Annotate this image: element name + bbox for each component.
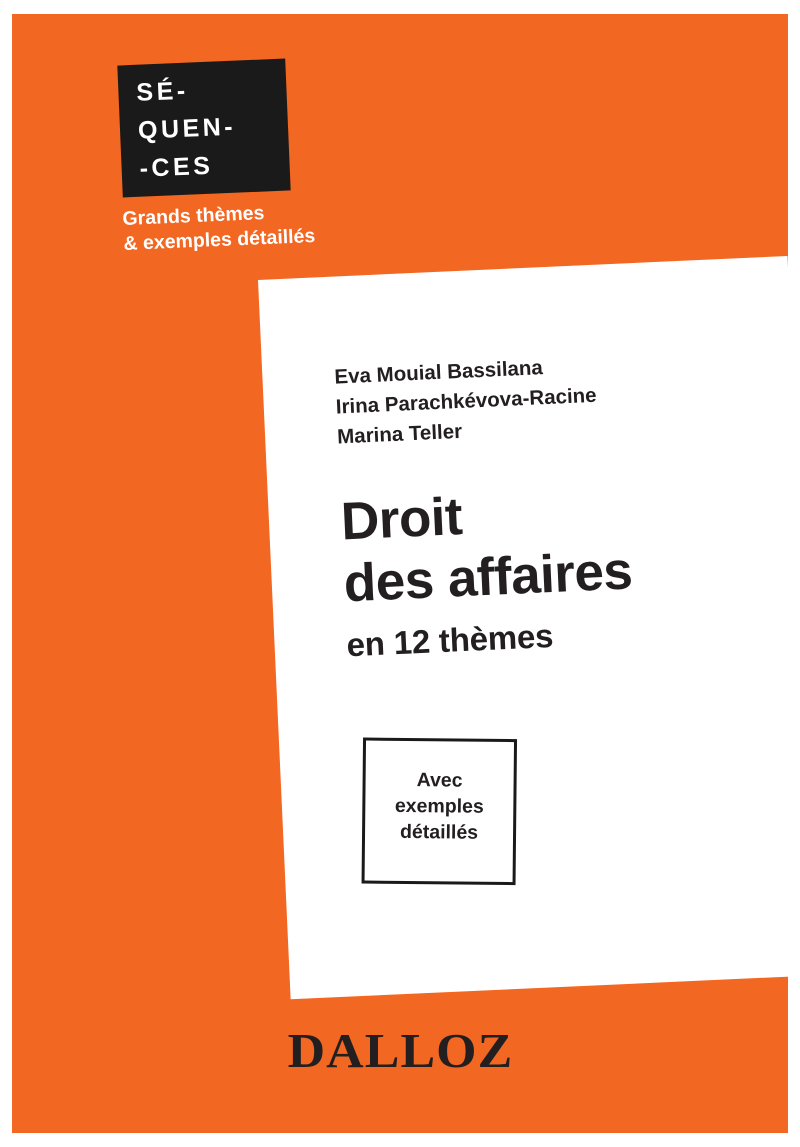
collection-tagline-line-2: & exemples détaillés xyxy=(123,224,316,255)
publisher-name: DALLOZ xyxy=(287,1023,513,1078)
author-name: Marina Teller xyxy=(336,419,463,449)
book-title-line-1: Droit xyxy=(339,487,464,552)
collection-logo-line-3: -CES xyxy=(139,151,214,183)
examples-badge-text xyxy=(365,767,514,847)
publisher-logo xyxy=(0,1022,800,1079)
collection-logo-line-2: QUEN- xyxy=(137,112,237,145)
author-name: Eva Mouial Bassilana xyxy=(333,356,544,389)
collection-logo xyxy=(117,59,290,198)
book-title-line-2: des affaires xyxy=(342,541,634,614)
book-subtitle: en 12 thèmes xyxy=(345,616,554,664)
author-list xyxy=(334,351,599,453)
examples-badge-line-1: Avec xyxy=(416,769,463,792)
book-title xyxy=(340,478,634,615)
examples-badge-line-3: détaillés xyxy=(399,820,479,844)
title-content xyxy=(258,256,800,999)
author-name: Irina Parachkévova-Racine xyxy=(335,383,598,419)
collection-tagline-line-1: Grands thèmes xyxy=(122,202,265,230)
collection-logo-line-1: SÉ- xyxy=(135,76,190,107)
examples-badge-line-2: exemples xyxy=(394,794,484,818)
examples-badge xyxy=(362,738,518,886)
